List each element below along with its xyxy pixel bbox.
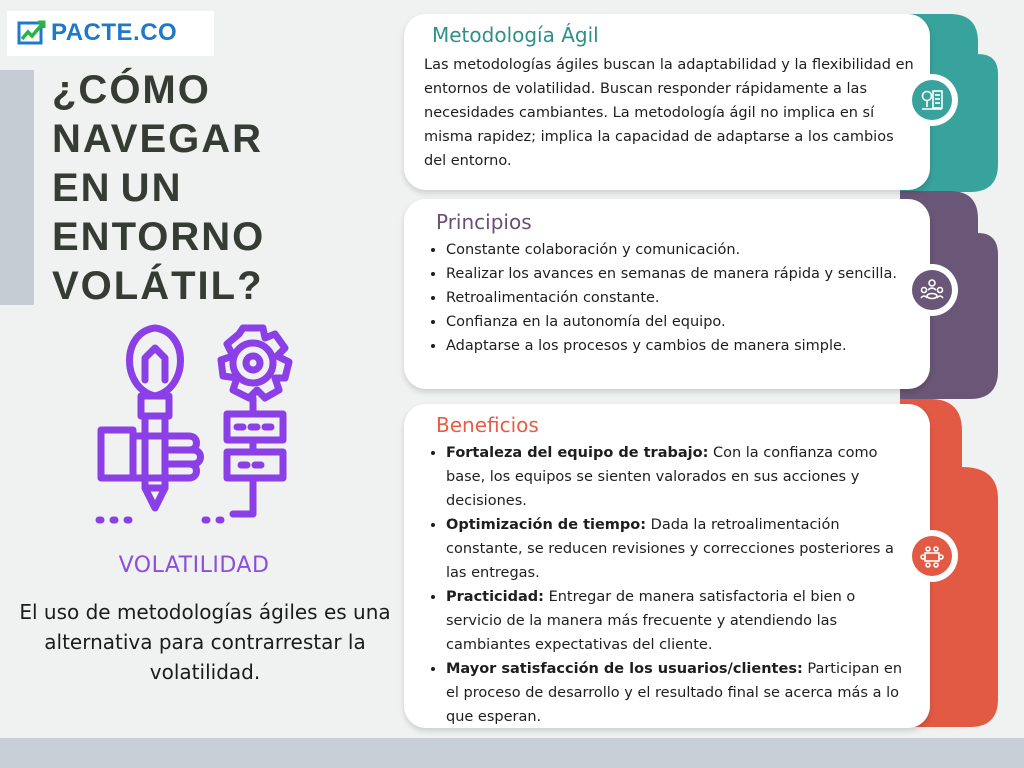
card-metodologia-agil	[404, 14, 930, 190]
benefit-text: Participan en el proceso de desarrollo y el resultado final se acerca más a lo que esperan.	[446, 661, 903, 725]
list-item: • Realizar los avances en semanas de manera rápida y sencilla.	[446, 262, 914, 286]
document-lightbulb-icon	[906, 74, 958, 126]
brand-logo[interactable]	[7, 11, 214, 56]
lightbulb-gear-hand-icon	[93, 318, 303, 528]
card-title: Principios	[436, 210, 532, 234]
list-item: • Constante colaboración y comunicación.	[446, 238, 914, 262]
list-item: • Confianza en la autonomía del equipo.	[446, 310, 914, 334]
list-item	[446, 657, 914, 729]
page-title	[52, 66, 362, 311]
team-meeting-icon	[906, 264, 958, 316]
list-item: • Retroalimentación constante.	[446, 286, 914, 310]
principles-list	[424, 238, 914, 358]
benefit-heading: Fortaleza del equipo de trabajo:	[446, 445, 709, 461]
concept-label: VOLATILIDAD	[118, 553, 270, 578]
benefit-heading: Practicidad:	[446, 589, 544, 605]
title-line: EN UN	[52, 166, 183, 210]
card-title: Beneficios	[436, 413, 539, 437]
benefits-list	[424, 441, 914, 729]
card-body: Las metodologías ágiles buscan la adaptabilidad y la flexibilidad en entornos de volatilidad. Buscan responder rápidamente a las necesidades cambiantes. La metodología ágil no implica en sí misma rapidez; implica la capacidad de adaptarse a los cambios del entorno.	[424, 57, 914, 169]
benefit-text: Dada la retroalimentación constante, se reducen revisiones y correcciones posteriores a las entregas.	[446, 517, 894, 581]
bottom-band	[0, 738, 1024, 768]
benefit-text: Entregar de manera satisfactoria el bien o servicio de la manera más frecuente y atendiendo las cambiantes expectativas del cliente.	[446, 589, 856, 653]
concept-description: El uso de metodologías ágiles es una alternativa para contrarrestar la volatilidad.	[19, 600, 391, 684]
title-line: ¿CÓMO	[52, 68, 211, 112]
title-line: NAVEGAR	[52, 117, 264, 161]
logo-text: PACTE.CO	[51, 19, 178, 46]
benefit-heading: Mayor satisfacción de los usuarios/clientes:	[446, 661, 803, 677]
title-line: VOLÁTIL?	[52, 264, 264, 308]
benefit-text: Con la confianza como base, los equipos se sienten valorados en sus acciones y decisiones.	[446, 445, 878, 509]
group-table-icon	[906, 530, 958, 582]
chart-check-icon	[17, 19, 47, 47]
card-title: Metodología Ágil	[432, 23, 599, 47]
title-line: ENTORNO	[52, 215, 266, 259]
benefit-heading: Optimización de tiempo:	[446, 517, 647, 533]
list-item	[446, 441, 914, 513]
list-item: • Adaptarse a los procesos y cambios de manera simple.	[446, 334, 914, 358]
list-item	[446, 513, 914, 585]
title-accent-bar	[0, 70, 34, 305]
list-item	[446, 585, 914, 657]
card-principios	[404, 199, 930, 389]
card-beneficios	[404, 404, 930, 728]
